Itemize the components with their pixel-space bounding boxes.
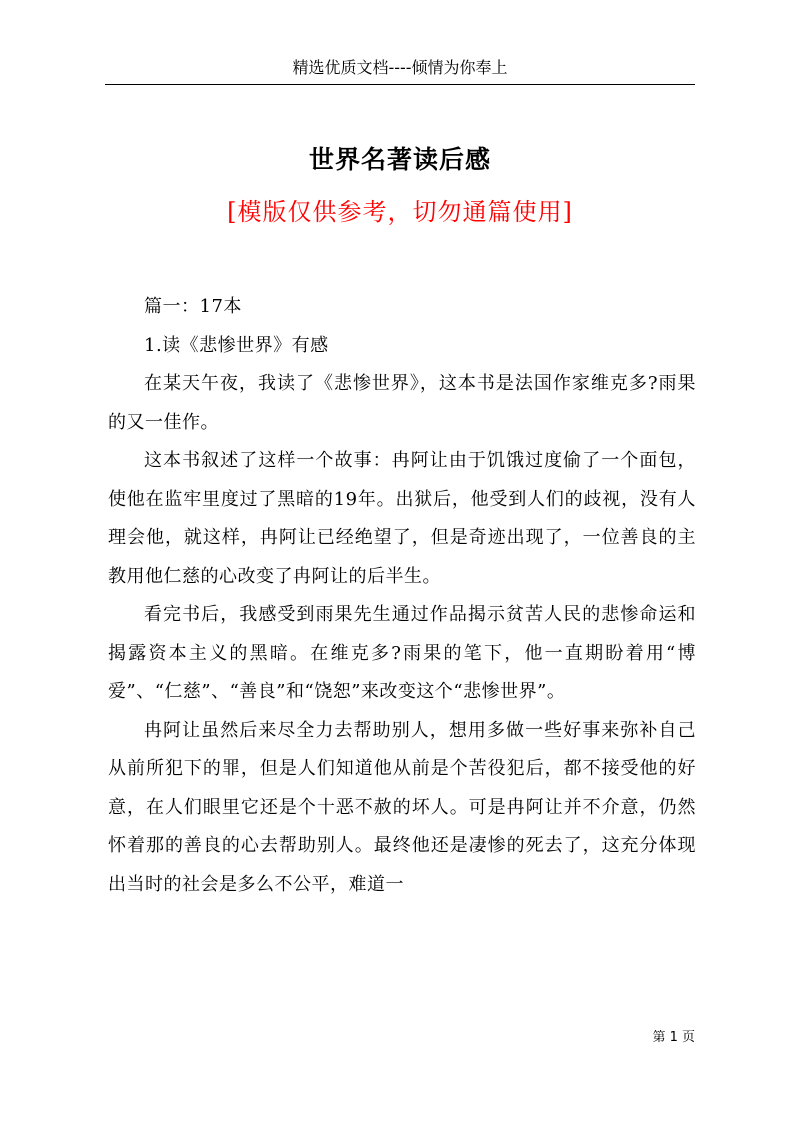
header-divider bbox=[105, 84, 695, 85]
body-paragraph: 在某天午夜，我读了《悲惨世界》，这本书是法国作家维克多?雨果的又一佳作。 bbox=[108, 373, 696, 433]
body-paragraph: 这本书叙述了这样一个故事：冉阿让由于饥饿过度偷了一个面包，使他在监牢里度过了黑暗的19年。出狱后，他受到人们的歧视，没有人理会他，就这样，冉阿让已经绝望了，但是奇迹出现了，一位善良的主教用他仁慈的心改变了冉阿让的后半生。 bbox=[108, 450, 696, 587]
subsection-heading: 1.读《悲惨世界》有感 bbox=[144, 334, 329, 356]
body-paragraph: 看完书后，我感受到雨果先生通过作品揭示贫苦人民的悲惨命运和揭露资本主义的黑暗。在维克多?雨果的笔下，他一直期盼着用“博爱”、“仁慈”、“善良”和“饶恕”来改变这个“悲惨世界”。 bbox=[108, 604, 696, 702]
section-heading: 篇一：17本 bbox=[144, 296, 242, 317]
page-header: 精选优质文档----倾情为你奉上 bbox=[292, 58, 508, 77]
document-subtitle: [模版仅供参考，切勿通篇使用] bbox=[227, 198, 573, 226]
document-title: 世界名著读后感 bbox=[308, 145, 491, 174]
document-body bbox=[108, 288, 696, 904]
body-paragraph: 冉阿让虽然后来尽全力去帮助别人，想用多做一些好事来弥补自己从前所犯下的罪，但是人们知道他从前是个苦役犯后，都不接受他的好意，在人们眼里它还是个十恶不赦的坏人。可是冉阿让并不介意，仍然怀着那的善良的心去帮助别人。最终他还是凄惨的死去了，这充分体现出当时的社会是多么不公平，难道一 bbox=[108, 719, 696, 895]
page-number: 第 1 页 bbox=[652, 1030, 695, 1045]
